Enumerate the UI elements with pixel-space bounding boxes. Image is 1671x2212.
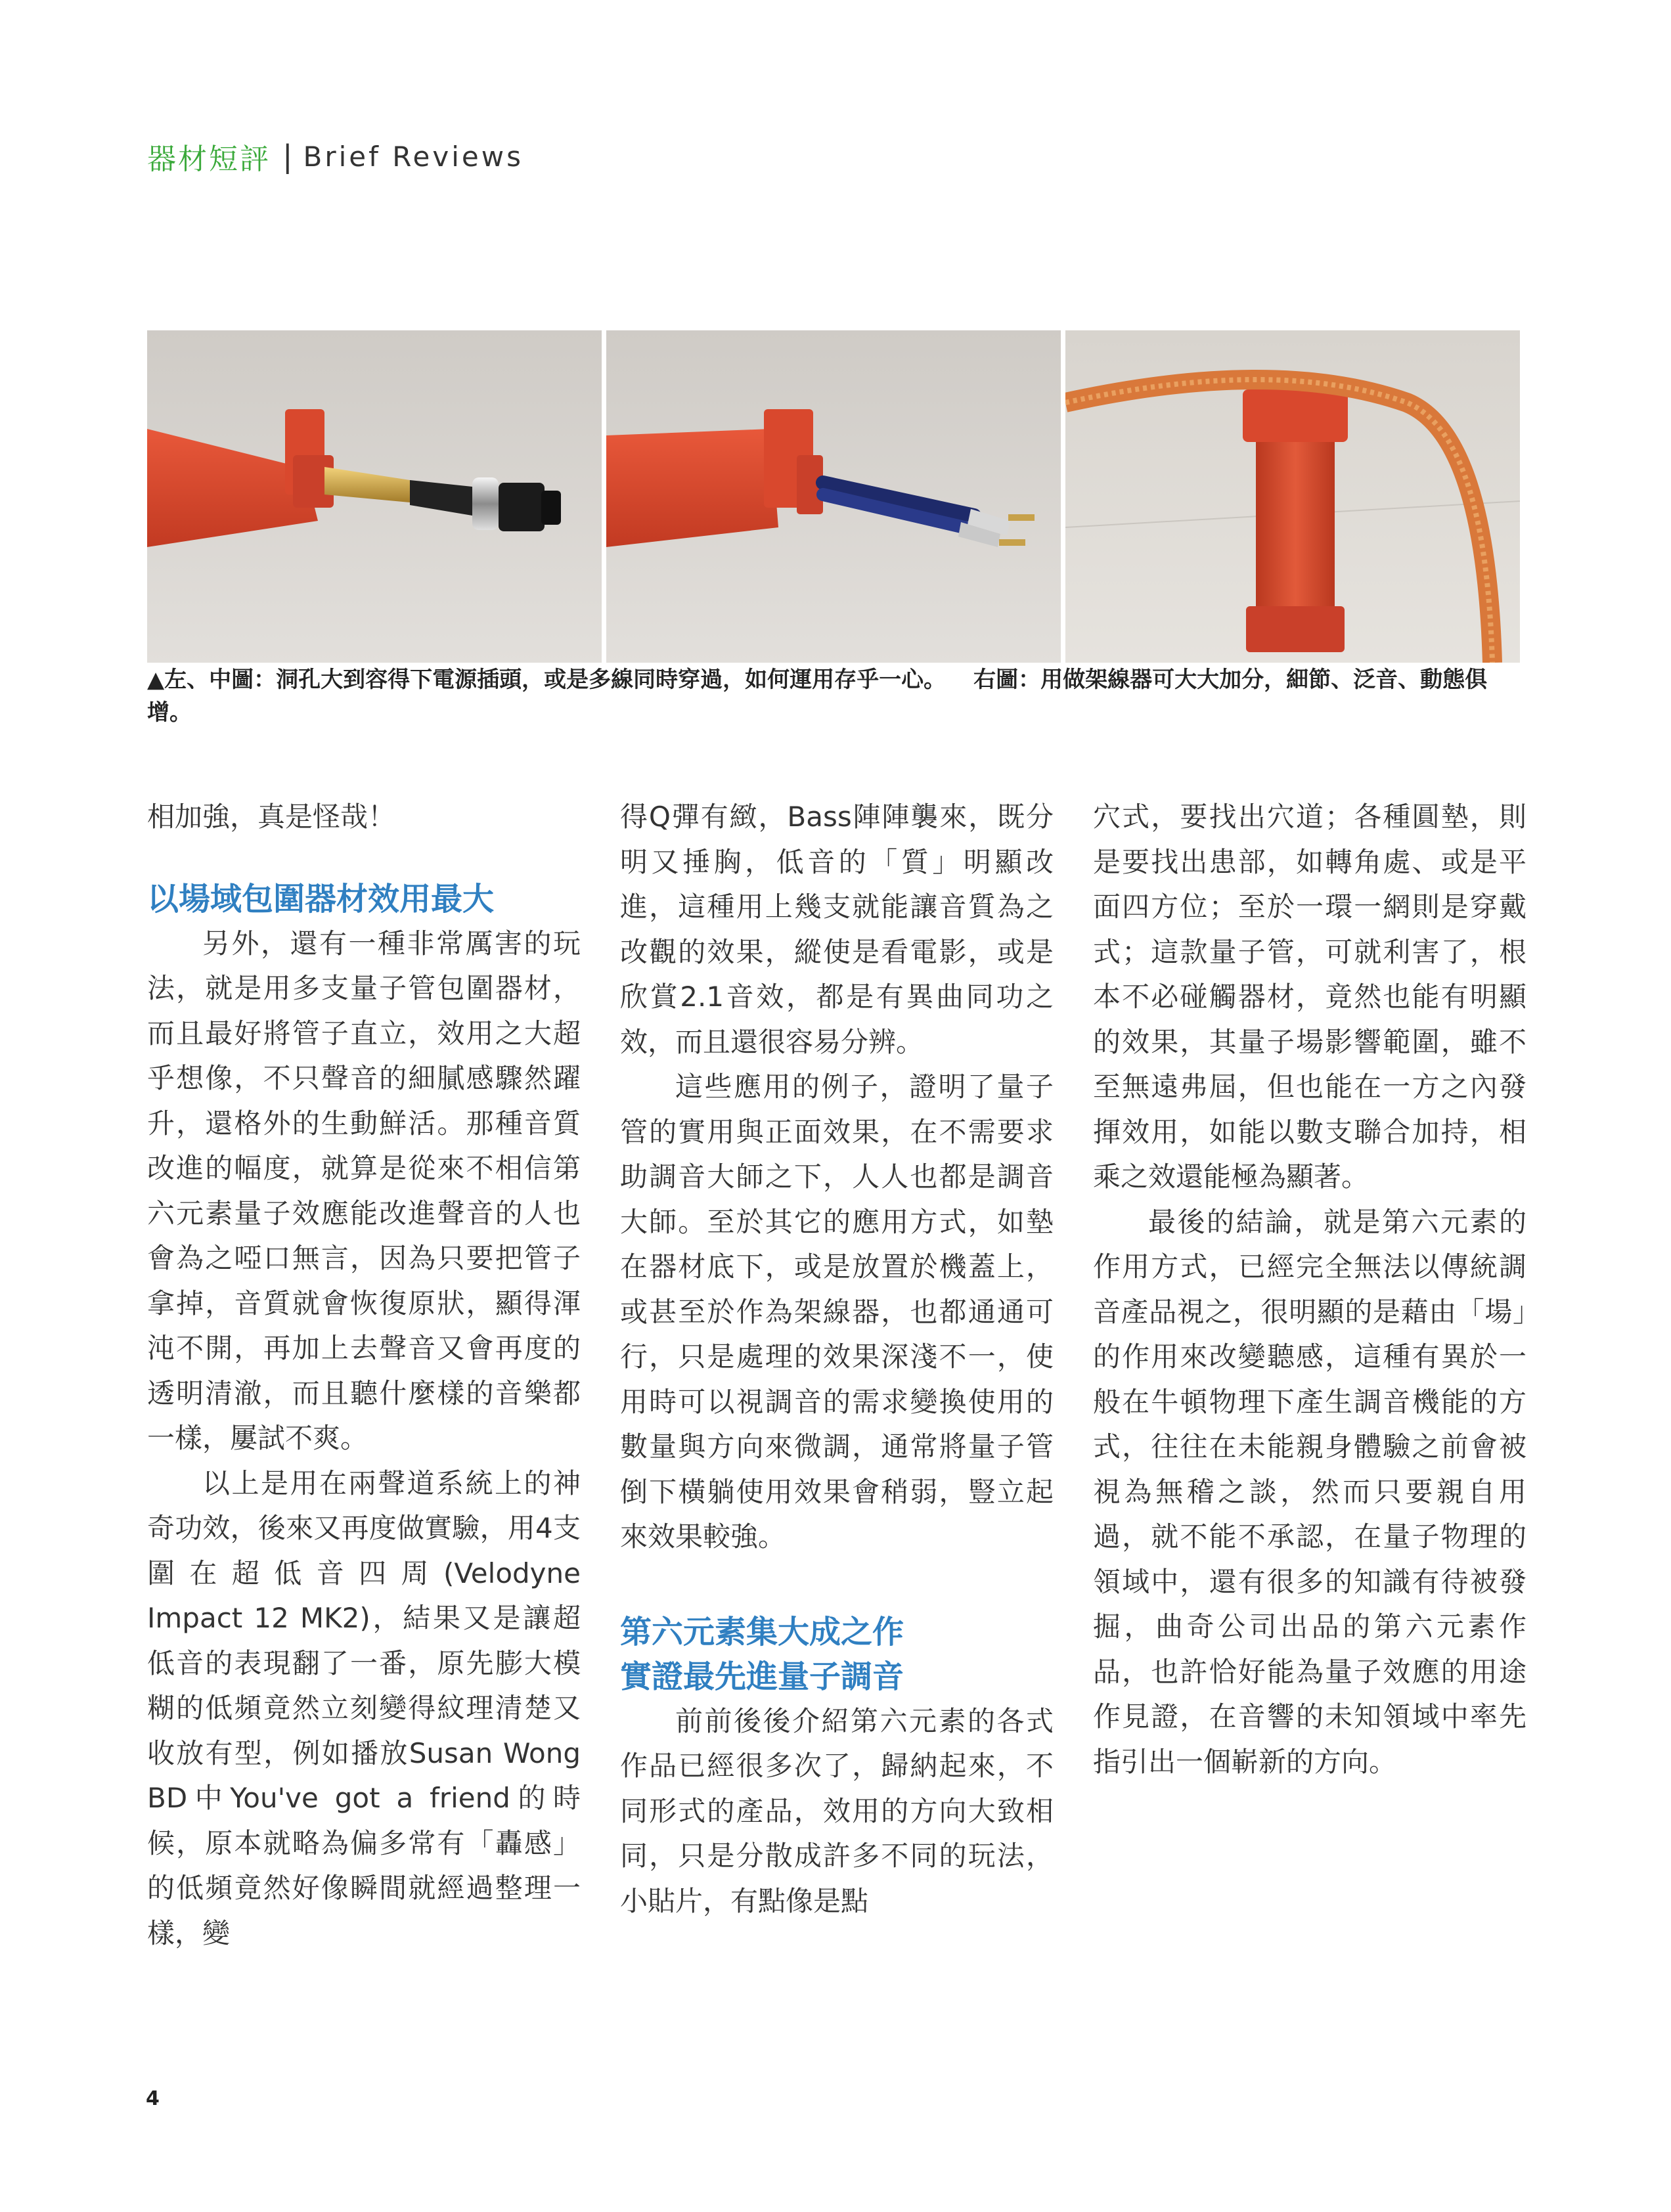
caption-right: 右圖：用做架線器可大大加分，細節、泛音、動態俱增。 bbox=[147, 667, 1488, 726]
caption-left: ▲左、中圖：洞孔大到容得下電源插頭，或是多線同時穿過，如何運用存乎一心。 bbox=[147, 667, 947, 693]
subheading: 以場域包圍器材效用最大 bbox=[147, 880, 495, 918]
cable-lifter-photo bbox=[1065, 330, 1520, 663]
header-separator: | bbox=[282, 139, 293, 174]
multi-cable-through-tube-photo bbox=[606, 330, 1061, 663]
subheading: 實證最先進量子調音 bbox=[620, 1658, 904, 1695]
page-number: 4 bbox=[146, 2087, 160, 2110]
paragraph: 最後的結論，就是第六元素的作用方式，已經完全無法以傳統調音產品視之，很明顯的是藉由「場」的作用來改變聽感，這種有異於一般在牛頓物理下產生調音機能的方式，往往在未能親身體驗之前會被視為無稽之談，然而只要親自用過，就不能不承認，在量子物理的領域中，還有很多的知識有待被發掘，曲奇公司出品的第六元素作品，也許恰好能為量子效應的用途作見證，在音響的未知領域中率先指引出一個嶄新的方向。 bbox=[1093, 1205, 1526, 1778]
paragraph: 另外，還有一種非常厲害的玩法，就是用多支量子管包圍器材，而且最好將管子直立，效用之大超乎想像，不只聲音的細膩感驟然躍升，還格外的生動鮮活。那種音質改進的幅度，就算是從來不相信第六元素量子效應能改進聲音的人也會為之啞口無言，因為只要把管子拿掉，音質就會恢復原狀，顯得渾沌不開，再加上去聲音又會再度的透明清澈，而且聽什麼樣的音樂都一樣，屢試不爽。 bbox=[147, 927, 581, 1454]
paragraph: 穴式，要找出穴道；各種圓墊，則是要找出患部，如轉角處、或是平面四方位；至於一環一網則是穿戴式；這款量子管，可就利害了，根本不必碰觸器材，竟然也能有明顯的效果，其量子場影響範圍，雖不至無遠弗屆，但也能在一方之內發揮效用，如能以數支聯合加持，相乘之效還能極為顯著。 bbox=[1093, 801, 1526, 1193]
paragraph: 相加強，真是怪哉！ bbox=[147, 801, 396, 833]
power-plug-through-tube-photo bbox=[147, 330, 602, 663]
subheading: 第六元素集大成之作 bbox=[620, 1613, 904, 1650]
article-column-1 bbox=[147, 795, 581, 1956]
paragraph: 以上是用在兩聲道系統上的神奇功效，後來又再度做實驗，用4支圍在超低音四周(Velodyne Impact 12 MK2)，結果又是讓超低音的表現翻了一番，原先膨大模糊的低頻竟然立刻變得紋理清楚又收放有型，例如播放Susan Wong BD中You've got a friend的時候，原本就略為偏多常有「轟感」的低頻竟然好像瞬間就經過整理一樣，變 bbox=[147, 1467, 581, 1949]
photo-caption bbox=[147, 663, 1520, 729]
paragraph: 這些應用的例子，證明了量子管的實用與正面效果，在不需要求助調音大師之下，人人也都是調音大師。至於其它的應用方式，如墊在器材底下，或是放置於機蓋上，或甚至於作為架線器，也都通通可行，只是處理的效果深淺不一，使用時可以視調音的需求變換使用的數量與方向來微調，通常將量子管倒下橫躺使用效果會稍弱，豎立起來效果較強。 bbox=[620, 1071, 1054, 1553]
article-column-3 bbox=[1093, 795, 1526, 1784]
article-column-2 bbox=[620, 795, 1054, 1924]
photo-strip bbox=[147, 330, 1520, 663]
section-title-en: Brief Reviews bbox=[303, 140, 524, 173]
section-title-zh: 器材短評 bbox=[147, 143, 271, 176]
paragraph: 得Q彈有緻，Bass陣陣襲來，既分明又捶胸，低音的「質」明顯改進，這種用上幾支就能讓音質為之改觀的效果，縱使是看電影，或是欣賞2.1音效，都是有異曲同功之效，而且還很容易分辨。 bbox=[620, 801, 1054, 1058]
section-header bbox=[147, 138, 524, 175]
paragraph: 前前後後介紹第六元素的各式作品已經很多次了，歸納起來，不同形式的產品，效用的方向大致相同，只是分散成許多不同的玩法，小貼片，有點像是點 bbox=[620, 1704, 1054, 1917]
